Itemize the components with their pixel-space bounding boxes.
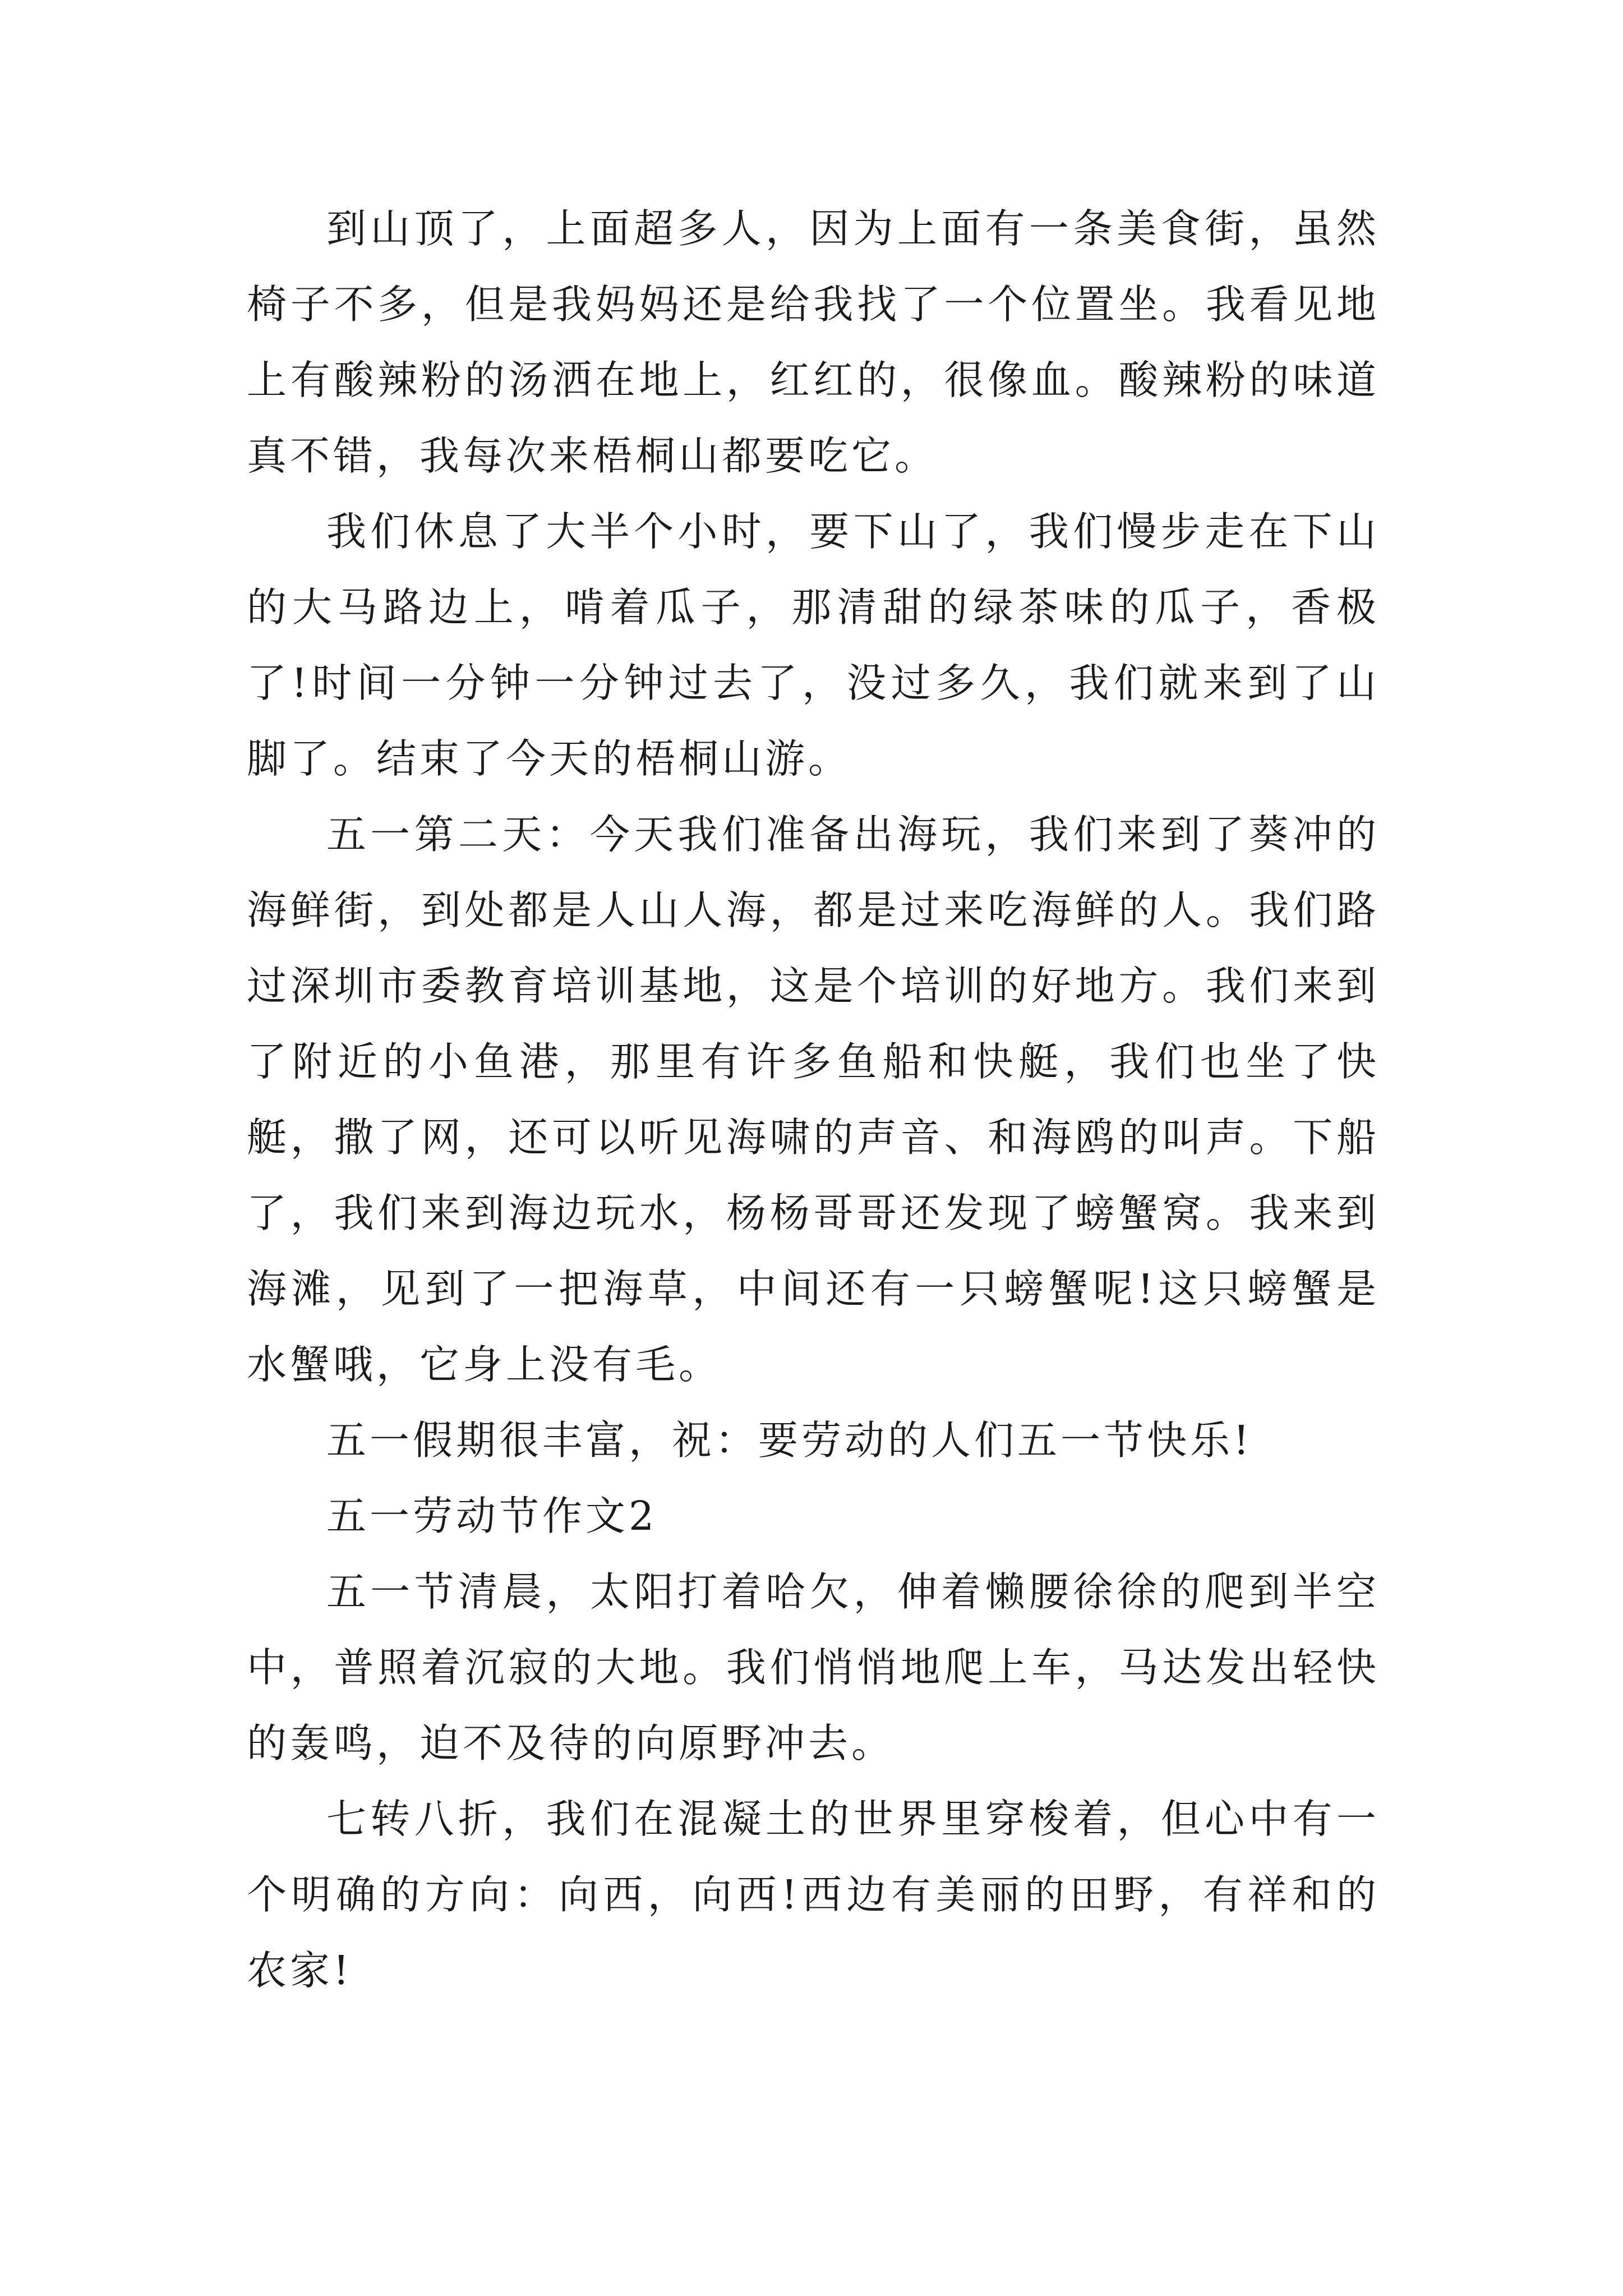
paragraph-heading-west: 七转八折，我们在混凝土的世界里穿梭着，但心中有一个明确的方向：向西，向西!西边有美丽的田野，有祥和的农家! — [247, 1796, 1380, 1994]
essay-title-2: 五一劳动节作文2 — [326, 1493, 658, 1539]
paragraph-holiday-wish: 五一假期很丰富，祝：要劳动的人们五一节快乐! — [326, 1417, 1253, 1464]
paragraph-morning: 五一节清晨，太阳打着哈欠，伸着懒腰徐徐的爬到半空中，普照着沉寂的大地。我们悄悄地爬上车，马达发出轻快的轰鸣，迫不及待的向原野冲去。 — [247, 1568, 1380, 1766]
paragraph-mountain-top: 到山顶了，上面超多人，因为上面有一条美食街，虽然椅子不多，但是我妈妈还是给我找了一个位置坐。我看见地上有酸辣粉的汤洒在地上，红红的，很像血。酸辣粉的味道真不错，我每次来梧桐山都要吃它。 — [247, 205, 1380, 479]
paragraph-second-day: 五一第二天：今天我们准备出海玩，我们来到了葵冲的海鲜街，到处都是人山人海，都是过来吃海鲜的人。我们路过深圳市委教育培训基地，这是个培训的好地方。我们来到了附近的小鱼港，那里有许多鱼船和快艇，我们也坐了快艇，撒了网，还可以听见海啸的声音、和海鸥的叫声。下船了，我们来到海边玩水，杨杨哥哥还发现了螃蟹窝。我来到海滩，见到了一把海草，中间还有一只螃蟹呢!这只螃蟹是水蟹哦，它身上没有毛。 — [247, 811, 1380, 1388]
paragraph-descend-mountain: 我们休息了大半个小时，要下山了，我们慢步走在下山的大马路边上，啃着瓜子，那清甜的绿茶味的瓜子，香极了!时间一分钟一分钟过去了，没过多久，我们就来到了山脚了。结束了今天的梧桐山游。 — [247, 508, 1380, 782]
article-body — [247, 191, 1380, 2008]
